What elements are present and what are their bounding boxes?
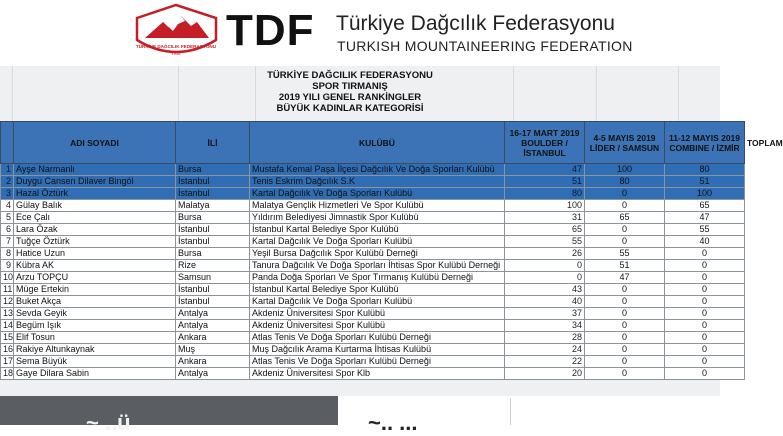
cell-club[interactable]: Kartal Dağcılık Ve Doğa Sporları Kulübü: [250, 188, 505, 200]
cell-rank[interactable]: 7: [1, 236, 14, 248]
cell-event3[interactable]: 0: [665, 368, 745, 380]
cell-city[interactable]: İstanbul: [176, 188, 250, 200]
cell-event2[interactable]: 0: [585, 236, 665, 248]
cell-event1[interactable]: 43: [505, 284, 585, 296]
cell-event1[interactable]: 34: [505, 320, 585, 332]
cell-name[interactable]: Ayşe Narmanlı: [14, 164, 176, 176]
cell-event3[interactable]: 0: [665, 356, 745, 368]
logo-year: 1936: [171, 51, 181, 56]
cell-rank[interactable]: 18: [1, 368, 14, 380]
cell-event2[interactable]: 65: [585, 212, 665, 224]
cell-event3[interactable]: 100: [665, 188, 745, 200]
sheet-title-1: TÜRKİYE DAĞCILIK FEDERASYONU: [267, 70, 433, 81]
cell-name[interactable]: Rakiye Altunkaynak: [14, 344, 176, 356]
federation-logo: [133, 4, 220, 64]
cell-club[interactable]: Atlas Tenis Ve Doğa Sporları Kulübü Derneği: [250, 356, 505, 368]
cell-city[interactable]: Ankara: [176, 332, 250, 344]
grid-line: [678, 66, 679, 126]
tdf-brand: TDF: [226, 6, 315, 55]
cell-event1[interactable]: 40: [505, 296, 585, 308]
cell-event3[interactable]: 0: [665, 344, 745, 356]
cell-event1[interactable]: 55: [505, 236, 585, 248]
cell-event1[interactable]: 0: [505, 272, 585, 284]
cell-event2[interactable]: 47: [585, 272, 665, 284]
cell-event3[interactable]: 47: [665, 212, 745, 224]
cell-club[interactable]: Akdeniz Üniversitesi Spor Klb: [250, 368, 505, 380]
cell-rank[interactable]: 14: [1, 320, 14, 332]
cell-rank[interactable]: 11: [1, 284, 14, 296]
col-name-header[interactable]: ADI SOYADI: [14, 122, 176, 164]
table-row[interactable]: [1, 164, 745, 176]
cell-name[interactable]: Kübra AK: [14, 260, 176, 272]
cell-event3[interactable]: 0: [665, 296, 745, 308]
cell-name[interactable]: Hazal Öztürk: [14, 188, 176, 200]
rankings-table: [0, 121, 783, 380]
cell-name[interactable]: Buket Akça: [14, 296, 176, 308]
table-header-row: ADI SOYADI İLİ KULÜBÜ 16-17 MART 2019 BOULDER / İSTANBUL 4-5 MAYIS 2019 LİDER / SAMSUN 11-12 MAYIS 2019 COMBINE / İZMİR TOPLAM: [1, 122, 745, 164]
cell-event2[interactable]: 0: [585, 188, 665, 200]
cell-event1[interactable]: 28: [505, 332, 585, 344]
footer-dark-panel: [0, 396, 338, 425]
cell-name[interactable]: Hatice Uzun: [14, 248, 176, 260]
cell-city[interactable]: Muş: [176, 344, 250, 356]
cell-rank[interactable]: 9: [1, 260, 14, 272]
cell-event2[interactable]: 80: [585, 176, 665, 188]
cell-rank[interactable]: 4: [1, 200, 14, 212]
federation-name-en: TURKISH MOUNTAINEERING FEDERATION: [337, 38, 633, 54]
cell-club[interactable]: İstanbul Kartal Belediye Spor Kulübü: [250, 284, 505, 296]
table-row[interactable]: [1, 296, 745, 308]
sheet-title-4: BÜYÜK KADINLAR KATEGORİSİ: [276, 103, 424, 114]
cell-event1[interactable]: 80: [505, 188, 585, 200]
cell-event1[interactable]: 51: [505, 176, 585, 188]
cell-event1[interactable]: 20: [505, 368, 585, 380]
col-event3-header[interactable]: 11-12 MAYIS 2019 COMBINE / İZMİR: [665, 122, 745, 164]
cell-event2[interactable]: 55: [585, 248, 665, 260]
cell-club[interactable]: Yeşil Bursa Dağcılık Spor Kulübü Derneği: [250, 248, 505, 260]
cell-event2[interactable]: 0: [585, 356, 665, 368]
footer-divider: [510, 398, 511, 425]
cell-rank[interactable]: 13: [1, 308, 14, 320]
cell-city[interactable]: Bursa: [176, 212, 250, 224]
cell-name[interactable]: Arzu TOPÇU: [14, 272, 176, 284]
table-row[interactable]: [1, 200, 745, 212]
cell-rank[interactable]: 16: [1, 344, 14, 356]
cell-event2[interactable]: 0: [585, 344, 665, 356]
cell-event3[interactable]: 80: [665, 164, 745, 176]
cell-event2[interactable]: 0: [585, 332, 665, 344]
cell-club[interactable]: Tanura Dağcılık Ve Doğa Sporları İhtisas Spor Kulübü Derneği: [250, 260, 505, 272]
cell-event3[interactable]: 0: [665, 248, 745, 260]
cell-event3[interactable]: 65: [665, 200, 745, 212]
cell-name[interactable]: Sema Büyük: [14, 356, 176, 368]
table-row[interactable]: [1, 344, 745, 356]
cell-club[interactable]: Muş Dağcılık Arama Kurtarma İhtisas Kulübü: [250, 344, 505, 356]
cell-club[interactable]: Akdeniz Üniversitesi Spor Kulübü: [250, 320, 505, 332]
cell-event2[interactable]: 0: [585, 296, 665, 308]
cell-event3[interactable]: 0: [665, 320, 745, 332]
table-row[interactable]: [1, 236, 745, 248]
cell-event3[interactable]: 51: [665, 176, 745, 188]
cell-club[interactable]: Malatya Gençlik Hizmetleri Ve Spor Kulübü: [250, 200, 505, 212]
cell-event1[interactable]: 0: [505, 260, 585, 272]
cell-city[interactable]: Antalya: [176, 320, 250, 332]
table-row[interactable]: [1, 248, 745, 260]
cell-event2[interactable]: 0: [585, 284, 665, 296]
cell-rank[interactable]: 10: [1, 272, 14, 284]
col-city-header[interactable]: İLİ: [176, 122, 250, 164]
cell-rank[interactable]: 12: [1, 296, 14, 308]
cell-city[interactable]: Bursa: [176, 248, 250, 260]
cell-rank[interactable]: 3: [1, 188, 14, 200]
cell-event2[interactable]: 0: [585, 200, 665, 212]
spreadsheet[interactable]: [0, 66, 783, 396]
col-club-header[interactable]: KULÜBÜ: [250, 122, 505, 164]
cell-city[interactable]: Malatya: [176, 200, 250, 212]
table-body: [1, 164, 745, 380]
cell-rank[interactable]: 1: [1, 164, 14, 176]
table-row[interactable]: [1, 284, 745, 296]
cell-event2[interactable]: 0: [585, 320, 665, 332]
table-row[interactable]: [1, 224, 745, 236]
cell-event1[interactable]: 26: [505, 248, 585, 260]
cell-rank[interactable]: 6: [1, 224, 14, 236]
cell-rank[interactable]: 17: [1, 356, 14, 368]
cell-club[interactable]: Yıldırım Belediyesi Jimnastik Spor Kulübü: [250, 212, 505, 224]
cell-event1[interactable]: 100: [505, 200, 585, 212]
cell-club[interactable]: İstanbul Kartal Belediye Spor Kulübü: [250, 224, 505, 236]
sheet-title-2: SPOR TIRMANIŞ: [312, 81, 388, 92]
table-row[interactable]: [1, 176, 745, 188]
cell-name[interactable]: Tuğçe Öztürk: [14, 236, 176, 248]
cell-name[interactable]: Duygu Cansen Dilaver Bingöl: [14, 176, 176, 188]
cell-event3[interactable]: 55: [665, 224, 745, 236]
cell-city[interactable]: Antalya: [176, 308, 250, 320]
cell-rank[interactable]: 8: [1, 248, 14, 260]
cell-name[interactable]: Ece Çalı: [14, 212, 176, 224]
cell-event2[interactable]: 100: [585, 164, 665, 176]
cell-city[interactable]: İstanbul: [176, 284, 250, 296]
cell-rank[interactable]: 15: [1, 332, 14, 344]
cell-city[interactable]: İstanbul: [176, 176, 250, 188]
cell-club[interactable]: Kartal Dağcılık Ve Doğa Sporları Kulübü: [250, 296, 505, 308]
cell-rank[interactable]: 5: [1, 212, 14, 224]
table-row[interactable]: [1, 320, 745, 332]
cell-club[interactable]: Atlas Tenis Ve Doğa Sporları Kulübü Derneği: [250, 332, 505, 344]
cell-event1[interactable]: 65: [505, 224, 585, 236]
col-event1-header[interactable]: 16-17 MART 2019 BOULDER / İSTANBUL: [505, 122, 585, 164]
table-row[interactable]: [1, 356, 745, 368]
cell-club[interactable]: Panda Doğa Sporları Ve Spor Tırmanış Kulübü Derneği: [250, 272, 505, 284]
federation-name-tr: Türkiye Dağcılık Federasyonu: [336, 12, 615, 35]
cell-event3[interactable]: 0: [665, 260, 745, 272]
cell-event2[interactable]: 0: [585, 224, 665, 236]
cell-event1[interactable]: 47: [505, 164, 585, 176]
table-row[interactable]: [1, 368, 745, 380]
cell-name[interactable]: Sevda Geyik: [14, 308, 176, 320]
footer-text-right: ~.. ...: [368, 410, 418, 435]
cell-event2[interactable]: 51: [585, 260, 665, 272]
cell-name[interactable]: Gaye Dilara Sabin: [14, 368, 176, 380]
table-row[interactable]: [1, 308, 745, 320]
cell-city[interactable]: Ankara: [176, 356, 250, 368]
cell-club[interactable]: Akdeniz Üniversitesi Spor Kulübü: [250, 308, 505, 320]
sheet-title-3: 2019 YILI GENEL RANKİNGLER: [278, 92, 422, 103]
cell-event1[interactable]: 22: [505, 356, 585, 368]
cell-event3[interactable]: 40: [665, 236, 745, 248]
cell-city[interactable]: İstanbul: [176, 296, 250, 308]
cell-event3[interactable]: 0: [665, 272, 745, 284]
cell-city[interactable]: Bursa: [176, 164, 250, 176]
cell-name[interactable]: Begüm Işık: [14, 320, 176, 332]
cell-city[interactable]: Rize: [176, 260, 250, 272]
cell-event2[interactable]: 0: [585, 368, 665, 380]
table-row[interactable]: [1, 212, 745, 224]
table-row[interactable]: [1, 260, 745, 272]
cell-city[interactable]: İstanbul: [176, 236, 250, 248]
federation-header: [0, 0, 720, 66]
grid-line: [596, 66, 597, 126]
table-row[interactable]: [1, 272, 745, 284]
cell-name[interactable]: Gülay Balık: [14, 200, 176, 212]
cell-event3[interactable]: 0: [665, 284, 745, 296]
cell-name[interactable]: Elif Tosun: [14, 332, 176, 344]
col-rank-header[interactable]: [1, 122, 14, 164]
footer-text-left: ~ ..ü: [86, 410, 131, 435]
cell-city[interactable]: Samsun: [176, 272, 250, 284]
cell-event3[interactable]: 0: [665, 308, 745, 320]
cell-event3[interactable]: 0: [665, 332, 745, 344]
table-row[interactable]: [1, 332, 745, 344]
cell-event1[interactable]: 31: [505, 212, 585, 224]
cell-city[interactable]: Antalya: [176, 368, 250, 380]
logo-text: TÜRKİYE DAĞCILIK FEDERASYONU: [135, 44, 217, 49]
cell-event2[interactable]: 0: [585, 308, 665, 320]
cell-club[interactable]: Kartal Dağcılık Ve Doğa Sporları Kulübü: [250, 236, 505, 248]
cell-rank[interactable]: 2: [1, 176, 14, 188]
cell-club[interactable]: Tenis Eskrim Dağcılık S.K: [250, 176, 505, 188]
table-row[interactable]: [1, 188, 745, 200]
cell-event1[interactable]: 37: [505, 308, 585, 320]
cell-club[interactable]: Mustafa Kemal Paşa İlçesi Dağcılık Ve Doğa Sporları Kulübü: [250, 164, 505, 176]
cell-name[interactable]: Lara Özak: [14, 224, 176, 236]
cell-event1[interactable]: 24: [505, 344, 585, 356]
col-event2-header[interactable]: 4-5 MAYIS 2019 LİDER / SAMSUN: [585, 122, 665, 164]
grid-line: [12, 66, 13, 126]
cell-city[interactable]: İstanbul: [176, 224, 250, 236]
cell-name[interactable]: Müge Ertekin: [14, 284, 176, 296]
